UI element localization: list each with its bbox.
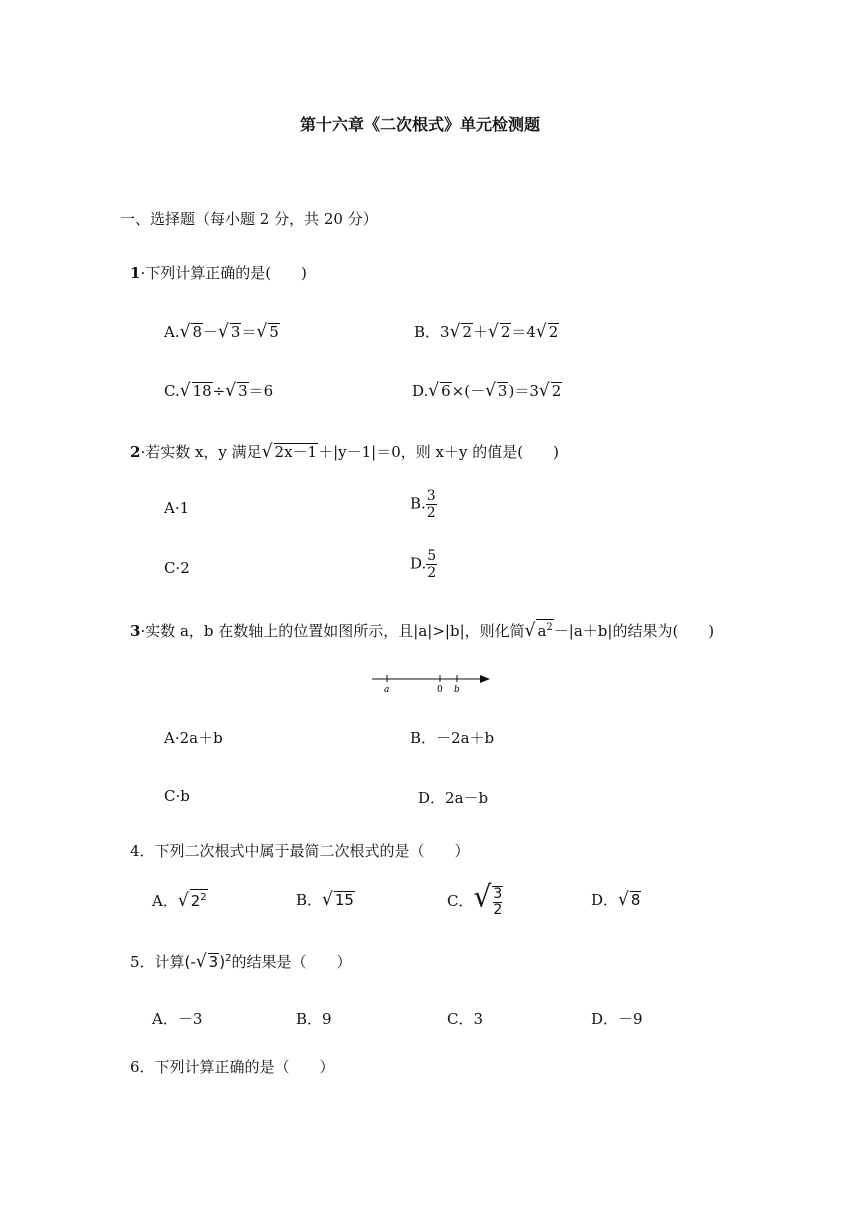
q1-option-d[interactable]: D.√ 6×(－√ 3)＝3√ 2 bbox=[412, 380, 562, 402]
q4-option-b[interactable]: B．√ 15 bbox=[296, 889, 354, 911]
q5-option-a[interactable]: A．－3 bbox=[152, 1010, 203, 1028]
label-0: 0 bbox=[437, 685, 443, 695]
q4-option-d[interactable]: D．√ 8 bbox=[591, 889, 641, 911]
q4-option-a[interactable]: A．√ $2^2$ bbox=[152, 890, 207, 912]
q5-option-d[interactable]: D．－9 bbox=[591, 1010, 643, 1028]
q3-option-b[interactable]: B．－2a＋b bbox=[410, 729, 495, 747]
q4-option-c[interactable]: C．√ $\frac{3}{2}$ bbox=[447, 879, 503, 918]
q5-option-b[interactable]: B．9 bbox=[296, 1010, 332, 1028]
q5-option-c[interactable]: C．3 bbox=[447, 1010, 484, 1028]
q2-option-a[interactable]: A·1 bbox=[164, 499, 190, 517]
q2-option-d[interactable]: D. $\frac{5}{2}$ bbox=[410, 548, 437, 581]
q2-option-c[interactable]: C·2 bbox=[164, 559, 190, 577]
question-5-stem: 5．计算(-√ 3)$^2$的结果是（ ） bbox=[130, 951, 352, 973]
page-title: 第十六章《二次根式》单元检测题 bbox=[300, 115, 541, 134]
label-b: b bbox=[454, 685, 460, 695]
label-a: a bbox=[384, 685, 390, 695]
q1-option-c[interactable]: C.√ 18÷√ 3＝6 bbox=[164, 380, 274, 402]
q1-option-a[interactable]: A.√ 8－√ 3＝√ 5 bbox=[164, 321, 279, 343]
number-line-arrow-icon bbox=[480, 675, 490, 683]
q3-option-d[interactable]: D．2a－b bbox=[418, 789, 489, 807]
q1-option-b[interactable]: B．3√ 2＋√ 2＝4√ 2 bbox=[414, 321, 559, 343]
question-6-stem: 6．下列计算正确的是（ ） bbox=[130, 1058, 335, 1076]
question-3-stem: 3·实数 a，b 在数轴上的位置如图所示，且|a|>|b|，则化简√ $a^2-|a+b|$的结果为( ) bbox=[130, 620, 715, 642]
q2-option-b[interactable]: B. $\frac{3}{2}$ bbox=[410, 488, 436, 521]
q3-option-c[interactable]: C·b bbox=[164, 787, 190, 805]
question-1-stem: 1·下列计算正确的是( ) bbox=[130, 264, 307, 282]
section-heading: 一、选择题（每小题 2 分，共 20 分） bbox=[120, 210, 378, 228]
question-2-stem: 2·若实数 x，y 满足√ 2x－1＋|y－1|＝0，则 x＋y 的值是( ) bbox=[130, 441, 559, 463]
question-4-stem: 4．下列二次根式中属于最简二次根式的是（ ） bbox=[130, 842, 470, 860]
number-line-figure bbox=[368, 670, 492, 696]
q3-option-a[interactable]: A·2a＋b bbox=[164, 729, 223, 747]
